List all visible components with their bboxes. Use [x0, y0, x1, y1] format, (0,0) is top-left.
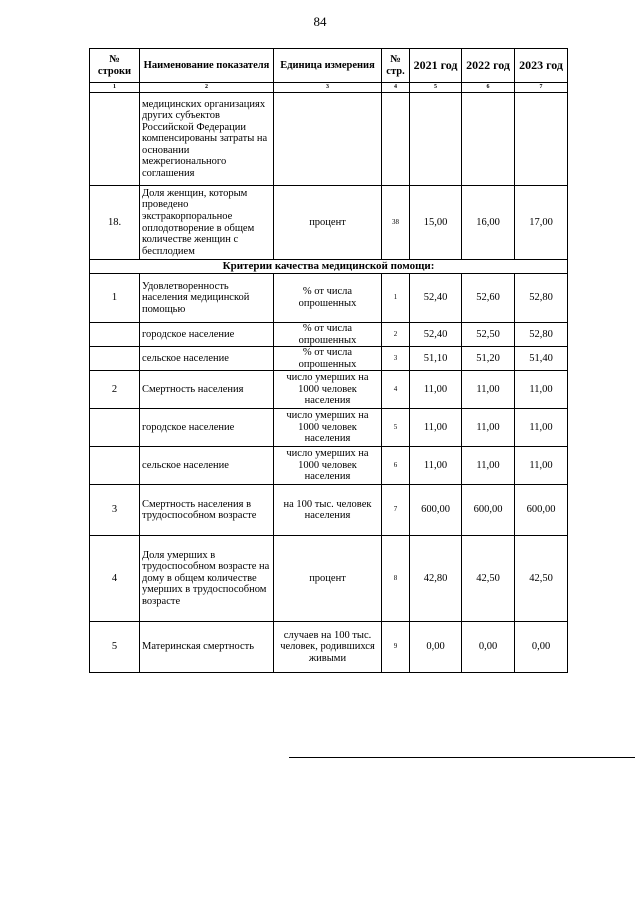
- table-row: [90, 371, 568, 409]
- value-2021: 0,00: [410, 622, 462, 673]
- column-number: 4: [382, 83, 410, 93]
- unit: число умерших на 1000 человек населения: [274, 409, 382, 447]
- row-number: 18.: [90, 186, 140, 260]
- value-2023: 51,40: [515, 347, 568, 371]
- value-2022: 11,00: [462, 371, 515, 409]
- indicator-name: сельское население: [140, 347, 274, 371]
- page-number: 84: [313, 14, 327, 29]
- value-2021: 600,00: [410, 485, 462, 536]
- section-row: [90, 260, 568, 274]
- value-2022: 52,60: [462, 274, 515, 323]
- header-year-2023: 2023 год: [515, 49, 568, 83]
- table-row: [90, 323, 568, 347]
- table-row: [90, 409, 568, 447]
- header-page: № стр.: [382, 49, 410, 83]
- indicator-name: Смертность населения в трудоспособном возрасте: [140, 485, 274, 536]
- unit: число умерших на 1000 человек населения: [274, 371, 382, 409]
- column-number: 5: [410, 83, 462, 93]
- column-number: 6: [462, 83, 515, 93]
- page-ref: 4: [382, 371, 410, 409]
- page-ref: 2: [382, 323, 410, 347]
- page-ref: [382, 93, 410, 186]
- column-number: 1: [90, 83, 140, 93]
- row-number: [90, 93, 140, 186]
- value-2021: 52,40: [410, 323, 462, 347]
- indicator-name: Удовлетворенность населения медицинской помощью: [140, 274, 274, 323]
- column-numbers-row: [90, 83, 568, 93]
- value-2022: [462, 93, 515, 186]
- value-2023: 52,80: [515, 323, 568, 347]
- value-2021: 11,00: [410, 447, 462, 485]
- value-2022: 600,00: [462, 485, 515, 536]
- value-2023: 11,00: [515, 447, 568, 485]
- table-header-row: [90, 49, 568, 83]
- page-ref: 5: [382, 409, 410, 447]
- value-2023: 0,00: [515, 622, 568, 673]
- section-title: Критерии качества медицинской помощи:: [90, 260, 568, 274]
- row-number: 2: [90, 371, 140, 409]
- unit: процент: [274, 186, 382, 260]
- value-2023: 42,50: [515, 536, 568, 622]
- value-2023: [515, 93, 568, 186]
- page-ref: 38: [382, 186, 410, 260]
- value-2023: 11,00: [515, 409, 568, 447]
- row-number: 1: [90, 274, 140, 323]
- value-2021: 51,10: [410, 347, 462, 371]
- page-ref: 9: [382, 622, 410, 673]
- unit: % от числа опрошенных: [274, 274, 382, 323]
- column-number: 3: [274, 83, 382, 93]
- page-ref: 7: [382, 485, 410, 536]
- unit: число умерших на 1000 человек населения: [274, 447, 382, 485]
- signature-line: [289, 757, 635, 758]
- table-row: [90, 447, 568, 485]
- indicator-name: Смертность населения: [140, 371, 274, 409]
- value-2021: 52,40: [410, 274, 462, 323]
- indicator-name: сельское население: [140, 447, 274, 485]
- row-number: [90, 323, 140, 347]
- unit: на 100 тыс. человек населения: [274, 485, 382, 536]
- page-ref: 8: [382, 536, 410, 622]
- value-2023: 17,00: [515, 186, 568, 260]
- header-unit: Единица измерения: [274, 49, 382, 83]
- value-2021: 42,80: [410, 536, 462, 622]
- value-2023: 52,80: [515, 274, 568, 323]
- row-number: [90, 409, 140, 447]
- value-2021: 11,00: [410, 371, 462, 409]
- value-2022: 11,00: [462, 447, 515, 485]
- row-number: 5: [90, 622, 140, 673]
- unit: процент: [274, 536, 382, 622]
- value-2022: 52,50: [462, 323, 515, 347]
- value-2022: 11,00: [462, 409, 515, 447]
- unit: [274, 93, 382, 186]
- value-2022: 16,00: [462, 186, 515, 260]
- indicator-name: Доля умерших в трудоспособном возрасте на дому в общем количестве умерших в трудоспособном возрасте: [140, 536, 274, 622]
- indicator-name: городское население: [140, 323, 274, 347]
- table-row: [90, 186, 568, 260]
- value-2022: 42,50: [462, 536, 515, 622]
- value-2023: 600,00: [515, 485, 568, 536]
- page-ref: 6: [382, 447, 410, 485]
- value-2022: 0,00: [462, 622, 515, 673]
- table-row: [90, 485, 568, 536]
- indicator-name: городское население: [140, 409, 274, 447]
- page-ref: 1: [382, 274, 410, 323]
- value-2022: 51,20: [462, 347, 515, 371]
- table-row: [90, 622, 568, 673]
- header-year-2021: 2021 год: [410, 49, 462, 83]
- indicator-name: медицинских организациях других субъектов Российской Федерации компенсированы затраты на основании межрегионального соглашения: [140, 93, 274, 186]
- table-row: [90, 274, 568, 323]
- indicator-name: Доля женщин, которым проведено экстракорпоральное оплодотворение в общем количестве женщин с бесплодием: [140, 186, 274, 260]
- header-indicator-name: Наименование показателя: [140, 49, 274, 83]
- table-row: [90, 93, 568, 186]
- header-row-number: № строки: [90, 49, 140, 83]
- indicators-table: [89, 48, 568, 673]
- unit: % от числа опрошенных: [274, 347, 382, 371]
- value-2021: [410, 93, 462, 186]
- value-2021: 15,00: [410, 186, 462, 260]
- row-number: 3: [90, 485, 140, 536]
- row-number: [90, 447, 140, 485]
- unit: % от числа опрошенных: [274, 323, 382, 347]
- table-row: [90, 347, 568, 371]
- value-2023: 11,00: [515, 371, 568, 409]
- page-ref: 3: [382, 347, 410, 371]
- unit: случаев на 100 тыс. человек, родившихся живыми: [274, 622, 382, 673]
- row-number: 4: [90, 536, 140, 622]
- row-number: [90, 347, 140, 371]
- column-number: 2: [140, 83, 274, 93]
- column-number: 7: [515, 83, 568, 93]
- table-row: [90, 536, 568, 622]
- value-2021: 11,00: [410, 409, 462, 447]
- header-year-2022: 2022 год: [462, 49, 515, 83]
- indicator-name: Материнская смертность: [140, 622, 274, 673]
